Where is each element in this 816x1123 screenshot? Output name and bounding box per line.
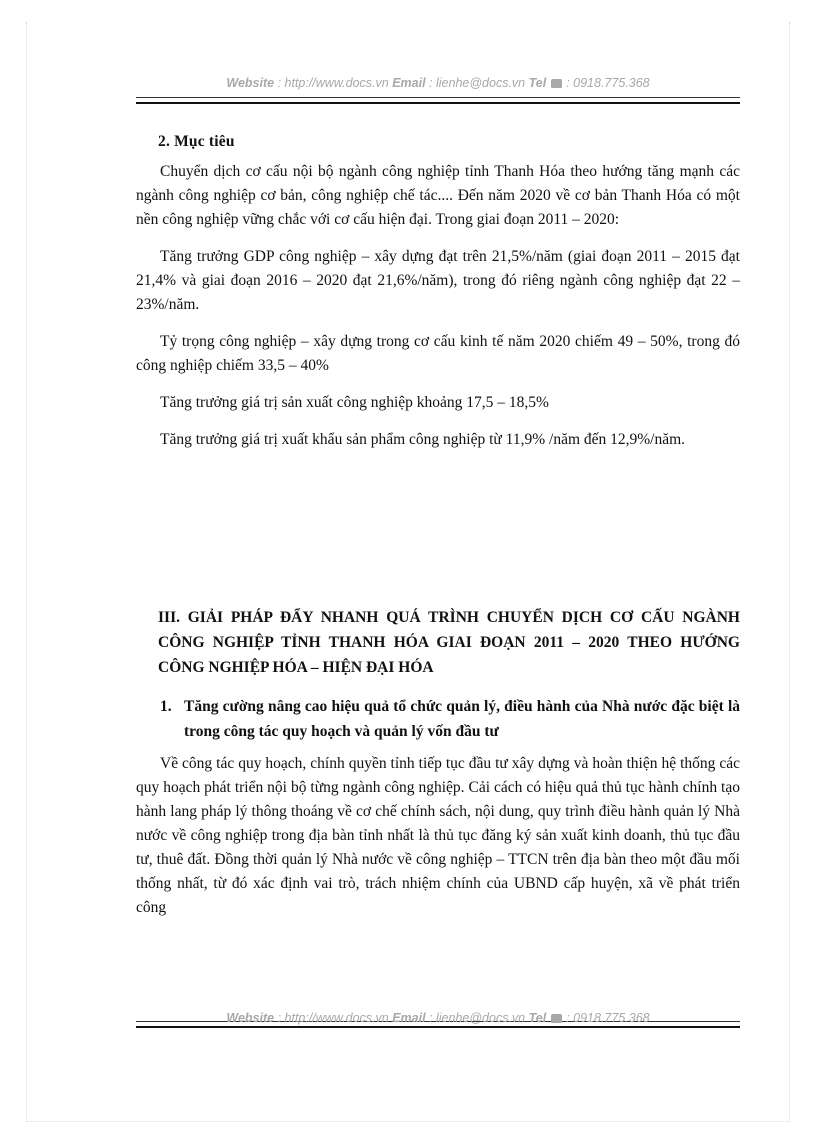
header-tel-value: 0918.775.368 — [573, 76, 650, 90]
footer-email-sep: : — [425, 1011, 436, 1025]
footer-website-sep: : — [274, 1011, 285, 1025]
footer-rule-thick — [136, 1026, 740, 1028]
header-rule-thin — [136, 97, 740, 98]
footer-website-label: Website — [226, 1011, 275, 1025]
page-footer — [136, 1011, 740, 1025]
section-2-paragraph-2: Tăng trưởng GDP công nghiệp – xây dựng đạt trên 21,5%/năm (giai đoạn 2011 – 2015 đạt 21,4% và giai đoạn 2016 – 2020 đạt 21,6%/năm), trong đó riêng ngành công nghiệp đạt 22 – 23%/năm. — [136, 248, 740, 313]
footer-email-label: Email — [392, 1011, 426, 1025]
header-website-url[interactable]: http://www.docs.vn — [284, 76, 389, 90]
header-rule-thick — [136, 102, 740, 104]
section-2-paragraph-1: Chuyển dịch cơ cấu nội bộ ngành công nghiệp tỉnh Thanh Hóa theo hướng tăng mạnh các ngành công nghiệp cơ bản, công nghiệp chế tác.... Đến năm 2020 về cơ bản Thanh Hóa có một nền công nghiệp vững chắc với cơ cấu hiện đại. Trong giai đoạn 2011 – 2020: — [136, 163, 740, 228]
section-3-heading: III. GIẢI PHÁP ĐẨY NHANH QUÁ TRÌNH CHUYỂN DỊCH CƠ CẤU NGÀNH CÔNG NGHIỆP TỈNH THANH HÓA GIAI ĐOẠN 2011 – 2020 THEO HƯỚNG CÔNG NGHIỆP HÓA – HIỆN ĐẠI HÓA — [158, 609, 740, 676]
section-3-paragraph-1: Về công tác quy hoạch, chính quyền tỉnh tiếp tục đầu tư xây dựng và hoàn thiện hệ thống các quy hoạch phát triển nội bộ từng ngành công nghiệp. Cải cách có hiệu quả thủ tục hành chính tạo hành lang pháp lý thông thoáng về cơ chế chính sách, nội dung, quy trình điều hành quản lý Nhà nước về công nghiệp trong địa bàn tỉnh nhất là thủ tục đăng ký sản xuất kinh doanh, thủ tục đầu tư, thuê đất. Đồng thời quản lý Nhà nước về công nghiệp – TTCN trên địa bàn theo một đầu mối thống nhất, từ đó xác định vai trò, trách nhiệm chính của UBND cấp huyện, xã về phát triển công — [136, 755, 740, 916]
page-header — [136, 76, 740, 90]
section-2-heading: 2. Mục tiêu — [158, 133, 235, 150]
subheading-text: Tăng cường nâng cao hiệu quả tổ chức quản lý, điều hành của Nhà nước đặc biệt là trong công tác quy hoạch và quản lý vốn đầu tư — [184, 698, 740, 740]
footer-tel-value: 0918.775.368 — [573, 1011, 650, 1025]
footer-website-url[interactable]: http://www.docs.vn — [284, 1011, 389, 1025]
header-tel-label: Tel — [528, 76, 547, 90]
header-tel-sep: : — [562, 76, 574, 90]
subheading-number: 1. — [160, 698, 172, 715]
section-2-paragraph-3: Tỷ trọng công nghiệp – xây dựng trong cơ cấu kinh tế năm 2020 chiếm 49 – 50%, trong đó công nghiệp chiếm 33,5 – 40% — [136, 333, 740, 374]
header-website-label: Website — [226, 76, 275, 90]
header-email-value[interactable]: lienhe@docs.vn — [436, 76, 526, 90]
section-gap — [136, 465, 740, 605]
footer-tel-sep: : — [562, 1011, 574, 1025]
document-body — [136, 130, 740, 933]
footer-email-value[interactable]: lienhe@docs.vn — [436, 1011, 526, 1025]
section-3-subheading-1 — [160, 694, 740, 744]
section-2-paragraph-4: Tăng trưởng giá trị sản xuất công nghiệp khoảng 17,5 – 18,5% — [160, 394, 549, 411]
phone-icon — [551, 1014, 562, 1023]
header-email-sep: : — [425, 76, 436, 90]
header-email-label: Email — [392, 76, 426, 90]
phone-icon — [551, 79, 562, 88]
footer-tel-label: Tel — [528, 1011, 547, 1025]
header-website-sep: : — [274, 76, 285, 90]
section-2-paragraph-5: Tăng trưởng giá trị xuất khẩu sản phẩm công nghiệp từ 11,9% /năm đến 12,9%/năm. — [160, 431, 686, 448]
